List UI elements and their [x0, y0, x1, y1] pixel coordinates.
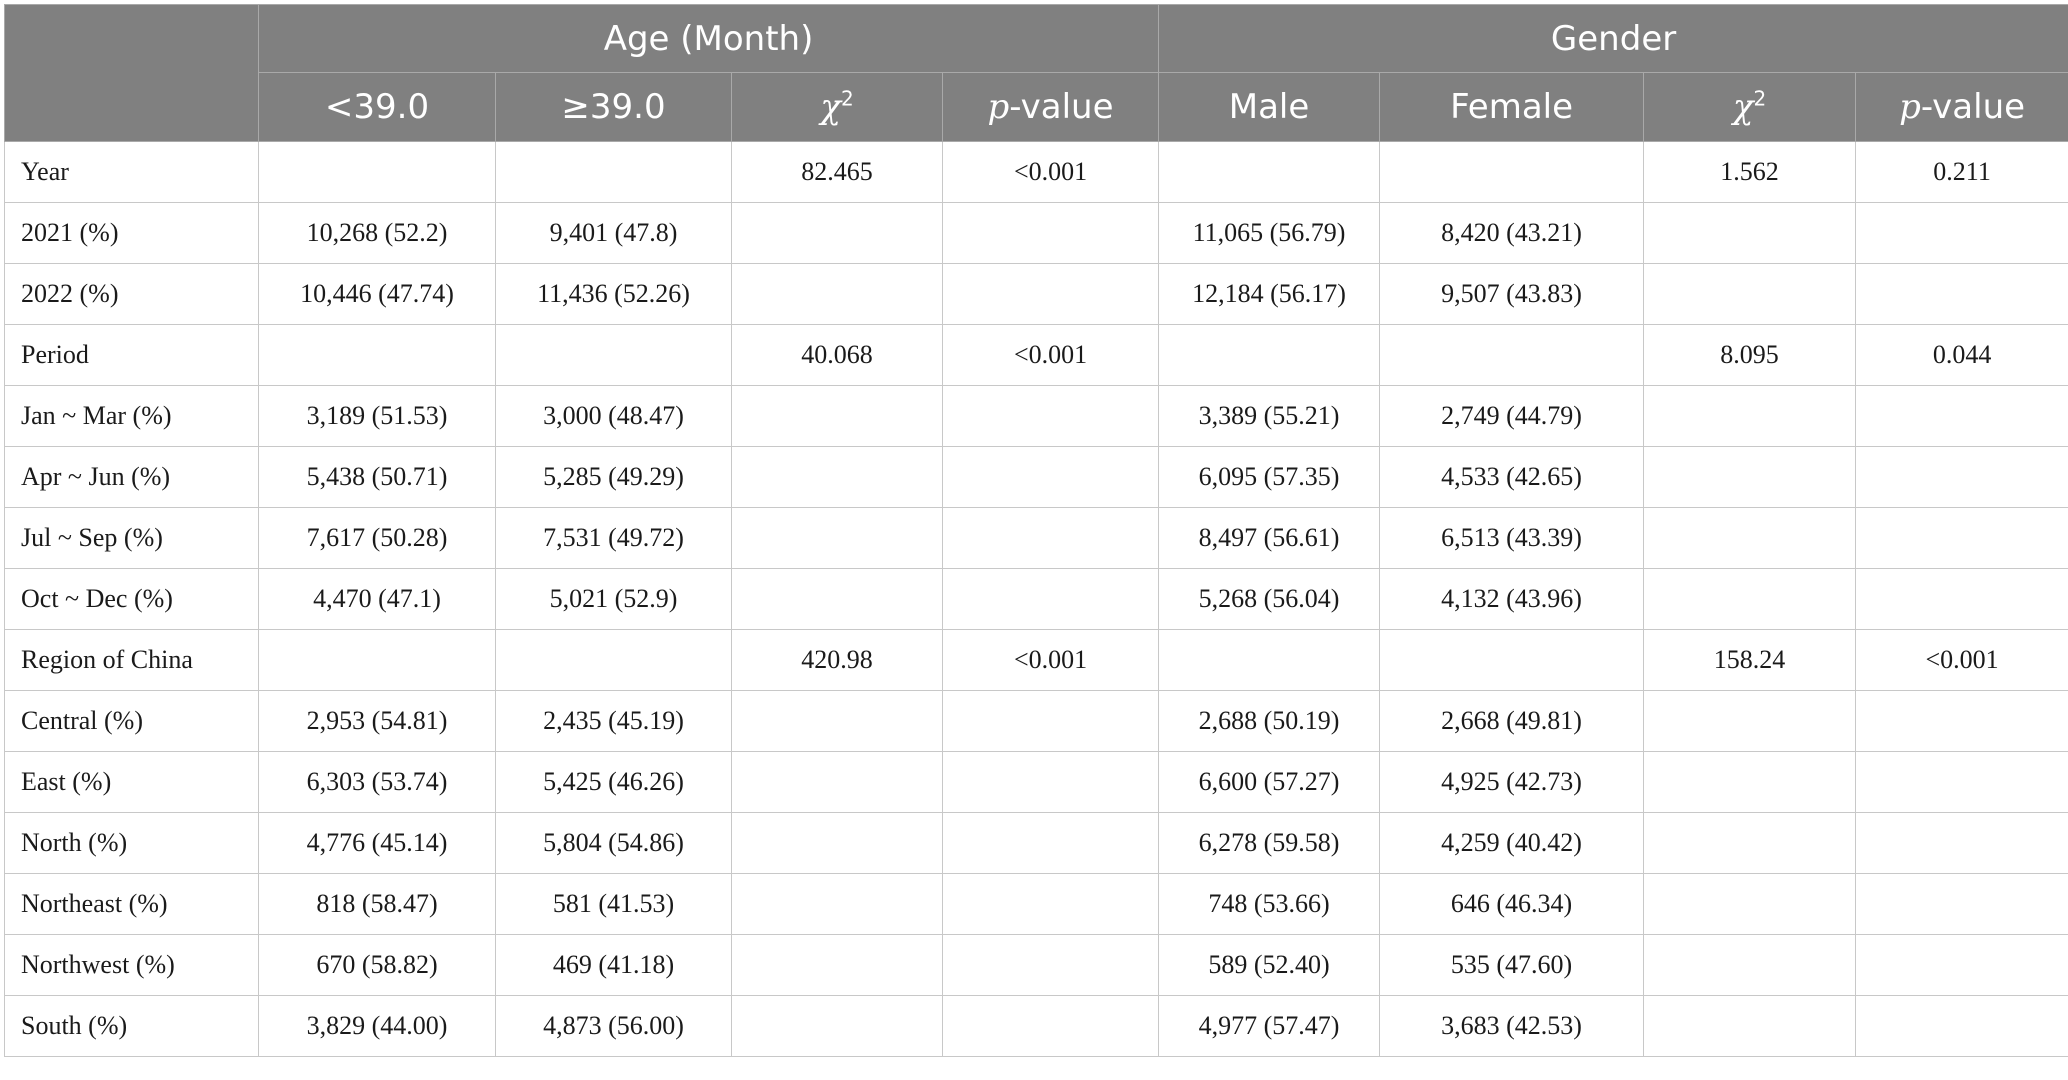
cell-p-age [943, 996, 1159, 1057]
cell-p-gender: 0.044 [1856, 325, 2068, 386]
table-container [4, 4, 2068, 1057]
cell-lt: 4,470 (47.1) [259, 569, 496, 630]
cell-label: 2022 (%) [5, 264, 259, 325]
cell-chi-gender [1644, 691, 1856, 752]
cell-label: 2021 (%) [5, 203, 259, 264]
cell-p-age [943, 447, 1159, 508]
cell-female: 6,513 (43.39) [1380, 508, 1644, 569]
cell-chi-gender [1644, 203, 1856, 264]
cell-chi-age [732, 203, 943, 264]
p-suffix: -value [1920, 87, 2026, 127]
cell-lt [259, 630, 496, 691]
cell-label: Central (%) [5, 691, 259, 752]
table-body [5, 142, 2068, 1057]
table-row [5, 508, 2068, 569]
p-prefix: p [987, 87, 1010, 127]
table-row [5, 630, 2068, 691]
cell-chi-gender [1644, 996, 1856, 1057]
p-prefix: p [1899, 87, 1921, 127]
p-suffix: -value [1009, 87, 1114, 127]
cell-label: Oct ~ Dec (%) [5, 569, 259, 630]
cell-chi-age [732, 813, 943, 874]
cell-p-age [943, 569, 1159, 630]
cell-chi-gender: 158.24 [1644, 630, 1856, 691]
cell-chi-age [732, 691, 943, 752]
cell-chi-gender: 8.095 [1644, 325, 1856, 386]
cell-label: Jul ~ Sep (%) [5, 508, 259, 569]
cell-lt [259, 142, 496, 203]
cell-chi-gender: 1.562 [1644, 142, 1856, 203]
cell-p-age [943, 386, 1159, 447]
cell-ge [496, 142, 732, 203]
table-row [5, 203, 2068, 264]
cell-lt: 818 (58.47) [259, 874, 496, 935]
header-female: Female [1380, 73, 1644, 142]
cell-chi-age [732, 752, 943, 813]
cell-ge: 9,401 (47.8) [496, 203, 732, 264]
cell-chi-age: 40.068 [732, 325, 943, 386]
cell-lt: 3,829 (44.00) [259, 996, 496, 1057]
cell-male: 11,065 (56.79) [1159, 203, 1380, 264]
cell-lt: 2,953 (54.81) [259, 691, 496, 752]
cell-female: 4,533 (42.65) [1380, 447, 1644, 508]
cell-label: Apr ~ Jun (%) [5, 447, 259, 508]
cell-male: 6,095 (57.35) [1159, 447, 1380, 508]
table-row [5, 874, 2068, 935]
cell-p-gender [1856, 874, 2068, 935]
table-header [5, 5, 2068, 142]
cell-female: 535 (47.60) [1380, 935, 1644, 996]
cell-lt: 10,446 (47.74) [259, 264, 496, 325]
chi-symbol: χ [820, 87, 841, 127]
table-row [5, 752, 2068, 813]
header-p-gender [1856, 73, 2068, 142]
cell-p-gender [1856, 264, 2068, 325]
chi-symbol: χ [1732, 87, 1754, 127]
header-corner-cell [5, 5, 259, 142]
cell-lt [259, 325, 496, 386]
table-row [5, 142, 2068, 203]
cell-ge: 4,873 (56.00) [496, 996, 732, 1057]
cell-lt: 7,617 (50.28) [259, 508, 496, 569]
cell-ge: 5,425 (46.26) [496, 752, 732, 813]
cell-p-age [943, 813, 1159, 874]
cell-chi-gender [1644, 264, 1856, 325]
cell-p-gender [1856, 996, 2068, 1057]
cell-ge: 7,531 (49.72) [496, 508, 732, 569]
cell-male [1159, 630, 1380, 691]
cell-chi-gender [1644, 813, 1856, 874]
cell-p-age [943, 752, 1159, 813]
cell-label: North (%) [5, 813, 259, 874]
cell-female: 4,259 (40.42) [1380, 813, 1644, 874]
cell-male: 12,184 (56.17) [1159, 264, 1380, 325]
cell-p-age [943, 203, 1159, 264]
cell-p-age: <0.001 [943, 325, 1159, 386]
cell-label: Period [5, 325, 259, 386]
cell-chi-age: 420.98 [732, 630, 943, 691]
table-row [5, 691, 2068, 752]
cell-label: Northwest (%) [5, 935, 259, 996]
cell-chi-gender [1644, 569, 1856, 630]
cell-chi-age [732, 874, 943, 935]
cell-p-gender [1856, 386, 2068, 447]
cell-female: 2,749 (44.79) [1380, 386, 1644, 447]
table-row [5, 935, 2068, 996]
cell-female: 4,925 (42.73) [1380, 752, 1644, 813]
cell-p-gender [1856, 935, 2068, 996]
cell-lt: 6,303 (53.74) [259, 752, 496, 813]
header-age-ge: ≥39.0 [496, 73, 732, 142]
cell-p-gender [1856, 813, 2068, 874]
cell-p-age [943, 264, 1159, 325]
cell-female: 8,420 (43.21) [1380, 203, 1644, 264]
cell-chi-gender [1644, 874, 1856, 935]
table-row [5, 996, 2068, 1057]
cell-male [1159, 142, 1380, 203]
cell-ge: 2,435 (45.19) [496, 691, 732, 752]
cell-female: 9,507 (43.83) [1380, 264, 1644, 325]
cell-chi-age [732, 996, 943, 1057]
cell-ge: 469 (41.18) [496, 935, 732, 996]
cell-female: 3,683 (42.53) [1380, 996, 1644, 1057]
cell-label: Jan ~ Mar (%) [5, 386, 259, 447]
cell-p-gender [1856, 447, 2068, 508]
header-gender-group: Gender [1159, 5, 2068, 73]
cell-ge [496, 630, 732, 691]
cell-chi-gender [1644, 508, 1856, 569]
header-p-age [943, 73, 1159, 142]
table-row [5, 447, 2068, 508]
cell-ge: 3,000 (48.47) [496, 386, 732, 447]
header-column-row [5, 73, 2068, 142]
cell-chi-age [732, 447, 943, 508]
cell-lt: 10,268 (52.2) [259, 203, 496, 264]
cell-female: 646 (46.34) [1380, 874, 1644, 935]
table-row [5, 386, 2068, 447]
cell-label: East (%) [5, 752, 259, 813]
chi-superscript: 2 [840, 86, 854, 111]
cell-p-gender: <0.001 [1856, 630, 2068, 691]
table-row [5, 813, 2068, 874]
cell-lt: 5,438 (50.71) [259, 447, 496, 508]
chi-superscript: 2 [1753, 86, 1767, 111]
cell-p-gender [1856, 752, 2068, 813]
cell-ge: 5,285 (49.29) [496, 447, 732, 508]
cell-chi-gender [1644, 935, 1856, 996]
header-age-group: Age (Month) [259, 5, 1159, 73]
cell-lt: 670 (58.82) [259, 935, 496, 996]
cell-ge: 11,436 (52.26) [496, 264, 732, 325]
cell-male: 6,278 (59.58) [1159, 813, 1380, 874]
cell-p-gender: 0.211 [1856, 142, 2068, 203]
cell-label: Region of China [5, 630, 259, 691]
cell-chi-age [732, 264, 943, 325]
cell-p-age [943, 874, 1159, 935]
cell-chi-age [732, 386, 943, 447]
cell-male: 748 (53.66) [1159, 874, 1380, 935]
table-row [5, 569, 2068, 630]
cell-female [1380, 630, 1644, 691]
cell-male: 5,268 (56.04) [1159, 569, 1380, 630]
header-chi-gender [1644, 73, 1856, 142]
cell-p-age: <0.001 [943, 630, 1159, 691]
cell-lt: 3,189 (51.53) [259, 386, 496, 447]
cell-p-age [943, 508, 1159, 569]
cell-male: 6,600 (57.27) [1159, 752, 1380, 813]
cell-chi-gender [1644, 447, 1856, 508]
cell-p-gender [1856, 508, 2068, 569]
header-chi-age [732, 73, 943, 142]
header-male: Male [1159, 73, 1380, 142]
cell-ge: 5,021 (52.9) [496, 569, 732, 630]
cell-lt: 4,776 (45.14) [259, 813, 496, 874]
cell-p-gender [1856, 203, 2068, 264]
cell-male: 589 (52.40) [1159, 935, 1380, 996]
cell-male [1159, 325, 1380, 386]
cell-male: 8,497 (56.61) [1159, 508, 1380, 569]
cell-label: South (%) [5, 996, 259, 1057]
cell-ge [496, 325, 732, 386]
cell-female [1380, 325, 1644, 386]
cell-ge: 5,804 (54.86) [496, 813, 732, 874]
cell-female: 2,668 (49.81) [1380, 691, 1644, 752]
header-age-lt: <39.0 [259, 73, 496, 142]
cell-p-gender [1856, 569, 2068, 630]
cell-male: 4,977 (57.47) [1159, 996, 1380, 1057]
cell-chi-gender [1644, 386, 1856, 447]
header-group-row [5, 5, 2068, 73]
cell-p-gender [1856, 691, 2068, 752]
cell-label: Northeast (%) [5, 874, 259, 935]
table-row [5, 264, 2068, 325]
cell-ge: 581 (41.53) [496, 874, 732, 935]
cell-label: Year [5, 142, 259, 203]
cell-p-age [943, 935, 1159, 996]
cell-p-age: <0.001 [943, 142, 1159, 203]
cell-chi-age [732, 508, 943, 569]
cell-female: 4,132 (43.96) [1380, 569, 1644, 630]
cell-male: 3,389 (55.21) [1159, 386, 1380, 447]
cell-chi-age [732, 935, 943, 996]
table-row [5, 325, 2068, 386]
cell-chi-age [732, 569, 943, 630]
cell-female [1380, 142, 1644, 203]
cell-chi-age: 82.465 [732, 142, 943, 203]
cell-male: 2,688 (50.19) [1159, 691, 1380, 752]
data-table [4, 4, 2068, 1057]
cell-chi-gender [1644, 752, 1856, 813]
cell-p-age [943, 691, 1159, 752]
